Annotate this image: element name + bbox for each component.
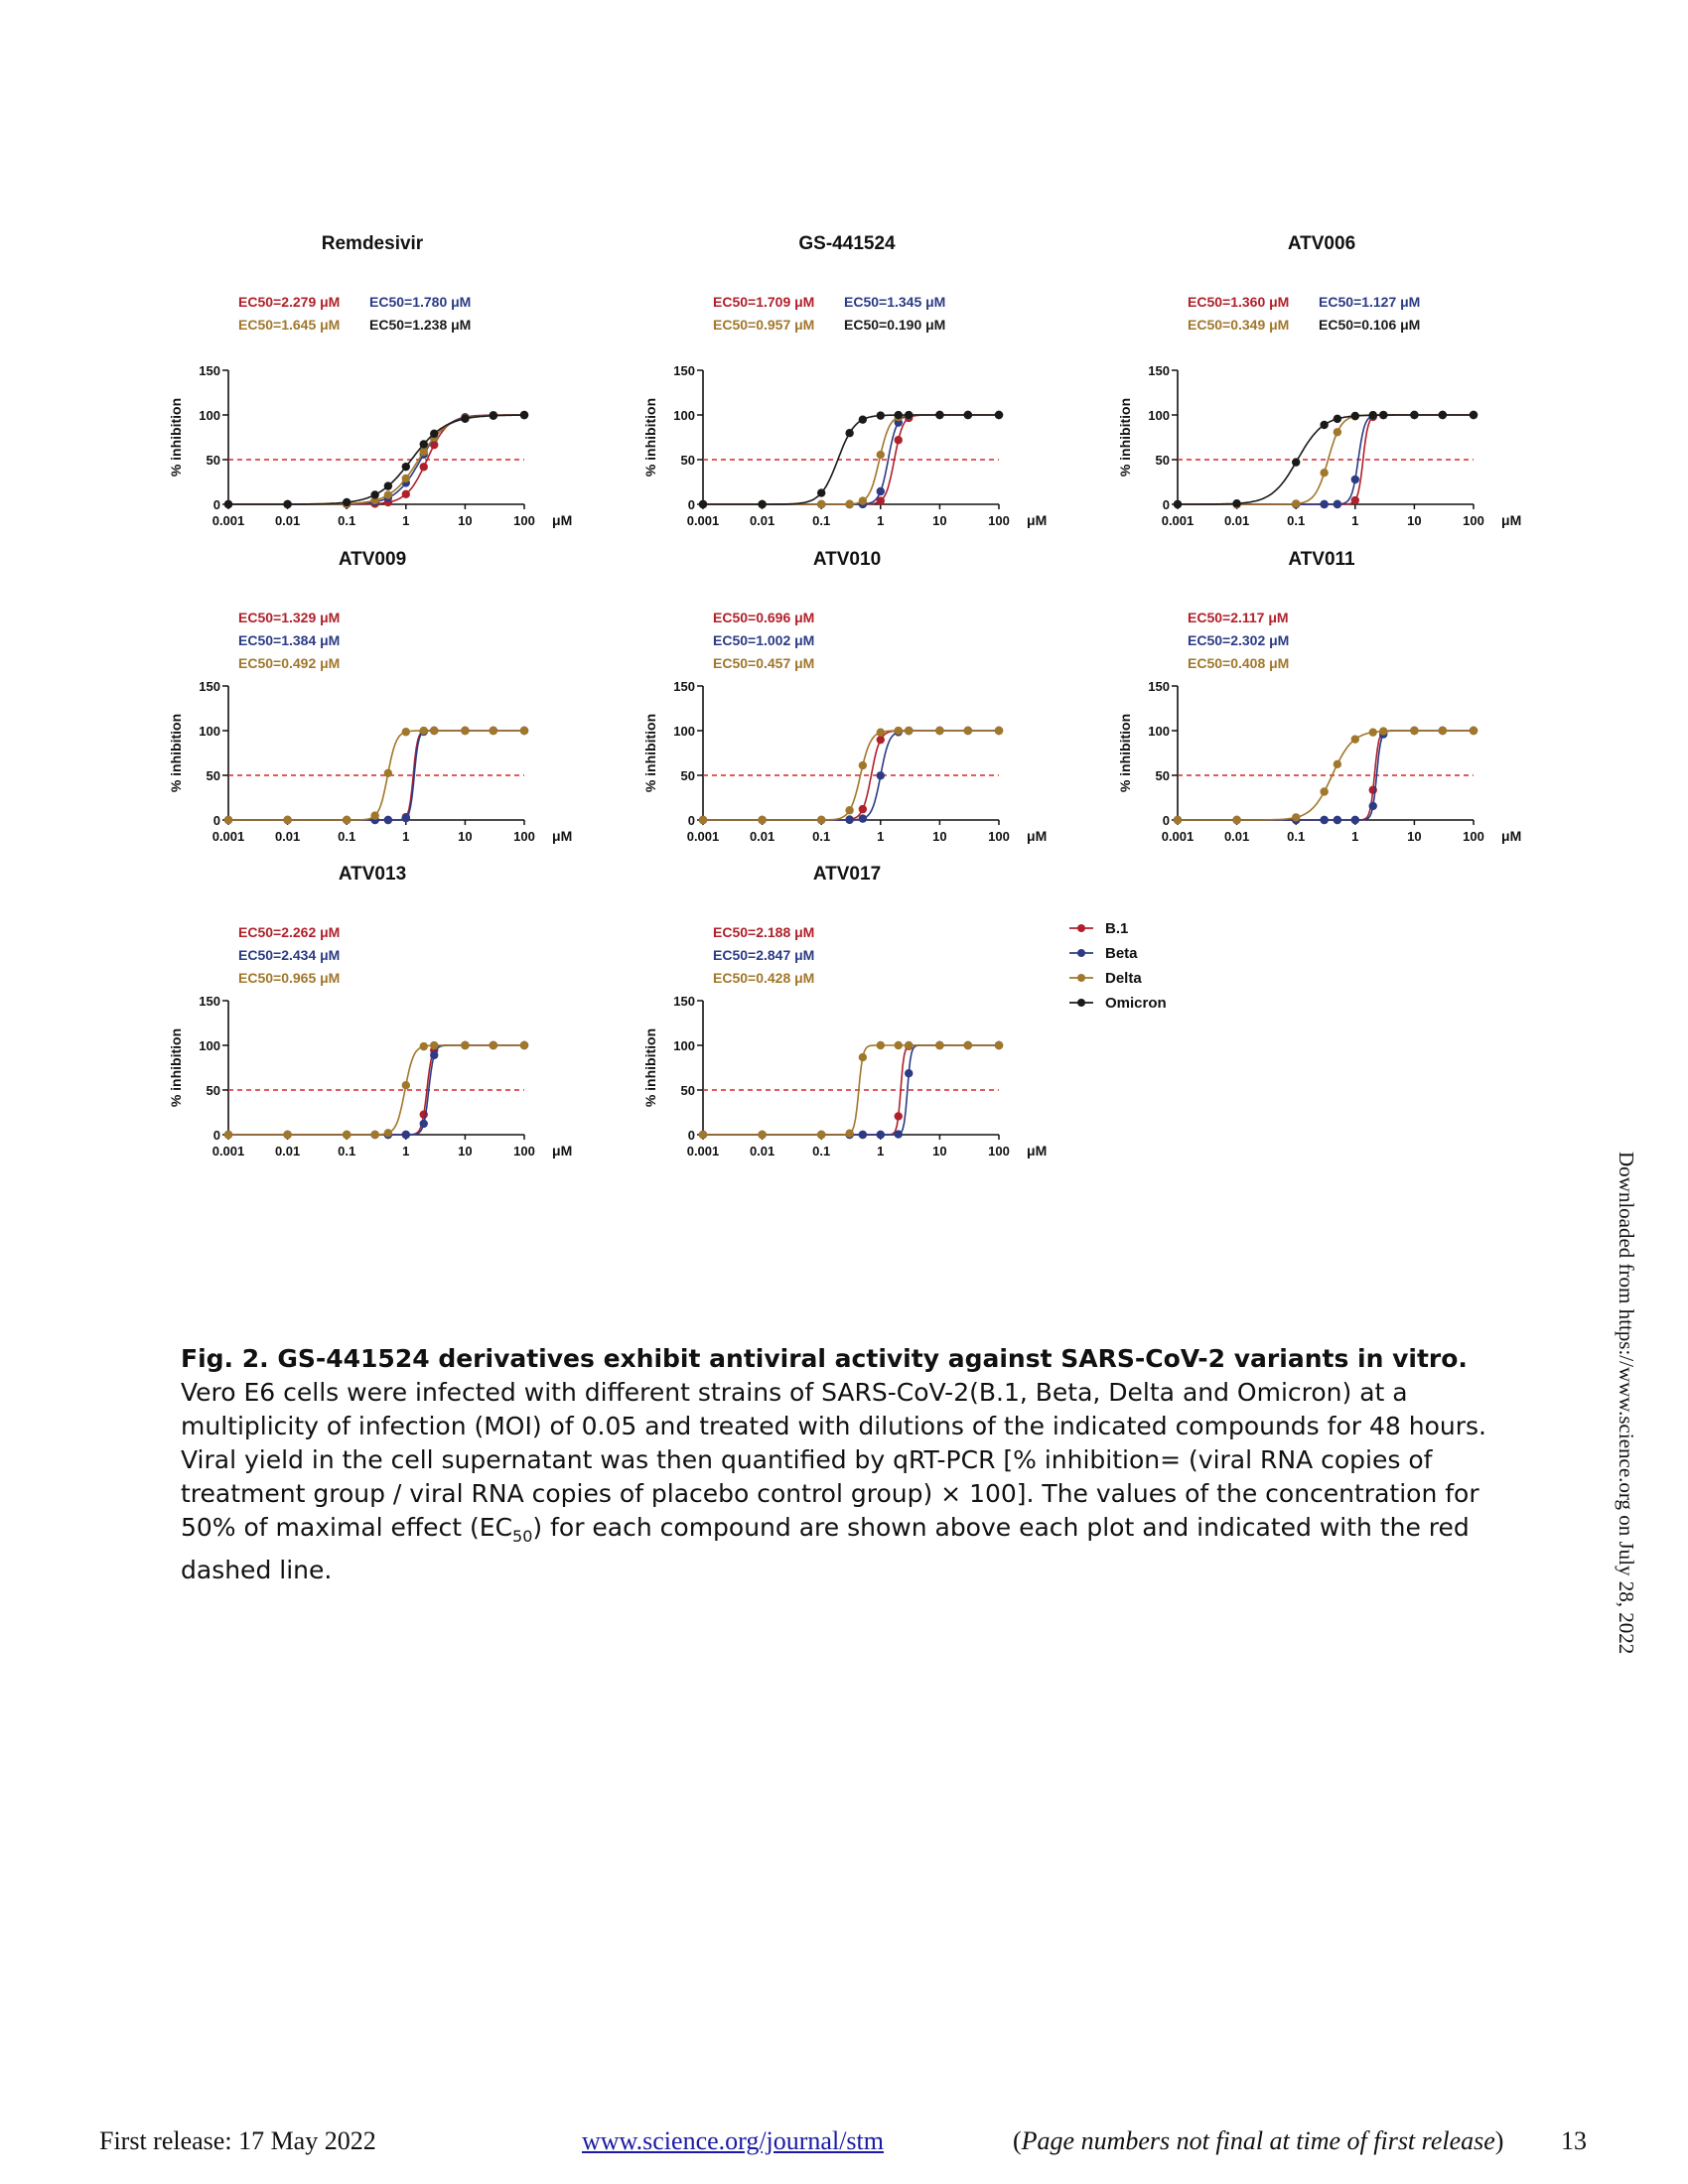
y-tick-label: 50 xyxy=(1155,453,1170,468)
y-axis-label: % inhibition xyxy=(168,1027,184,1108)
data-point xyxy=(935,727,943,735)
chart-title: ATV006 xyxy=(1287,233,1356,254)
y-tick-label: 0 xyxy=(1162,813,1170,828)
ec50-label: EC50=2.847 μM xyxy=(713,947,815,963)
ec50-label: EC50=0.957 μM xyxy=(713,317,815,333)
chart-panel xyxy=(642,549,1047,844)
x-tick-label: 1 xyxy=(877,829,885,844)
x-tick-label: 0.1 xyxy=(338,829,356,844)
data-point xyxy=(758,1131,766,1139)
data-point xyxy=(1174,500,1182,508)
y-tick-label: 100 xyxy=(199,1038,220,1053)
data-point xyxy=(845,816,853,824)
y-tick-label: 0 xyxy=(687,813,695,828)
y-tick-label: 0 xyxy=(1162,497,1170,512)
y-tick-label: 150 xyxy=(1148,363,1170,378)
y-tick-label: 50 xyxy=(680,453,695,468)
y-tick-label: 50 xyxy=(206,453,220,468)
data-point xyxy=(859,814,867,822)
data-point xyxy=(402,490,410,498)
x-tick-label: 0.001 xyxy=(211,829,245,844)
footer-release-date: First release: 17 May 2022 xyxy=(99,2126,376,2155)
data-point xyxy=(964,1041,972,1049)
legend-label: Omicron xyxy=(1105,995,1167,1012)
data-point xyxy=(1292,813,1300,821)
x-tick-label: 1 xyxy=(877,513,885,528)
y-tick-label: 50 xyxy=(206,1083,220,1098)
data-point xyxy=(1232,499,1240,507)
x-tick-label: 10 xyxy=(458,1144,473,1159)
legend-marker xyxy=(1077,924,1085,932)
x-tick-label: 0.1 xyxy=(812,829,831,844)
data-point xyxy=(343,816,351,824)
x-unit-label: μM xyxy=(1027,1143,1048,1159)
data-point xyxy=(430,430,438,438)
data-point xyxy=(877,451,885,459)
x-tick-label: 100 xyxy=(1463,829,1484,844)
x-tick-label: 0.001 xyxy=(686,1144,720,1159)
y-axis-label: % inhibition xyxy=(168,713,184,793)
data-point xyxy=(1292,499,1300,507)
data-point xyxy=(995,411,1003,419)
x-tick-label: 100 xyxy=(988,829,1010,844)
y-axis-label: % inhibition xyxy=(1117,713,1133,793)
ec50-label: EC50=2.302 μM xyxy=(1188,632,1290,648)
ec50-label: EC50=1.238 μM xyxy=(369,317,472,333)
data-point xyxy=(758,500,766,508)
data-point xyxy=(859,1131,867,1139)
chart-panel xyxy=(1117,233,1521,528)
ec50-label: EC50=2.117 μM xyxy=(1188,610,1289,625)
x-tick-label: 0.1 xyxy=(338,513,356,528)
x-unit-label: μM xyxy=(1027,512,1048,528)
legend-label: B.1 xyxy=(1105,920,1129,937)
chart-title: ATV013 xyxy=(338,864,407,885)
x-tick-label: 100 xyxy=(513,829,535,844)
data-point xyxy=(283,1131,291,1139)
chart-panel xyxy=(168,549,572,844)
y-tick-label: 100 xyxy=(199,724,220,739)
figure-caption xyxy=(181,1342,1511,1587)
y-tick-label: 50 xyxy=(680,768,695,783)
y-tick-label: 150 xyxy=(199,679,220,694)
chart-title: ATV010 xyxy=(812,549,882,570)
data-point xyxy=(1410,727,1418,735)
x-tick-label: 10 xyxy=(458,513,473,528)
data-point xyxy=(384,490,392,498)
data-point xyxy=(461,1041,469,1049)
data-point xyxy=(1174,816,1182,824)
data-point xyxy=(905,1069,913,1077)
data-point xyxy=(420,727,428,735)
data-point xyxy=(402,475,410,482)
x-tick-label: 1 xyxy=(402,829,410,844)
x-tick-label: 1 xyxy=(1351,829,1359,844)
chart-title: ATV017 xyxy=(812,864,882,885)
ec50-label: EC50=1.329 μM xyxy=(238,610,341,625)
data-point xyxy=(845,429,853,437)
footer-page-note xyxy=(1013,2126,1503,2156)
data-point xyxy=(1439,411,1447,419)
ec50-label: EC50=1.002 μM xyxy=(713,632,815,648)
y-tick-label: 150 xyxy=(1148,679,1170,694)
data-point xyxy=(895,1041,903,1049)
data-point xyxy=(995,1041,1003,1049)
data-point xyxy=(1320,421,1328,429)
x-unit-label: μM xyxy=(1027,828,1048,844)
data-point xyxy=(384,816,392,824)
chart-title: GS-441524 xyxy=(798,233,896,254)
footer-journal-link[interactable]: www.science.org/journal/stm xyxy=(582,2126,884,2155)
data-point xyxy=(430,1051,438,1059)
ec50-label: EC50=1.709 μM xyxy=(713,294,815,310)
x-unit-label: μM xyxy=(552,828,573,844)
x-tick-label: 10 xyxy=(932,1144,947,1159)
y-axis-label: % inhibition xyxy=(642,397,658,478)
data-point xyxy=(1379,411,1387,419)
data-point xyxy=(1334,428,1341,436)
chart-panel xyxy=(642,864,1047,1159)
data-point xyxy=(895,1130,903,1138)
data-point xyxy=(877,736,885,744)
data-point xyxy=(490,727,497,735)
chart-title: Remdesivir xyxy=(321,233,424,254)
data-point xyxy=(430,1041,438,1049)
x-tick-label: 100 xyxy=(1463,513,1484,528)
y-tick-label: 0 xyxy=(212,813,220,828)
data-point xyxy=(877,487,885,495)
data-point xyxy=(1351,496,1359,504)
x-tick-label: 0.1 xyxy=(1287,513,1306,528)
x-tick-label: 1 xyxy=(1351,513,1359,528)
x-tick-label: 10 xyxy=(932,513,947,528)
ec50-label: EC50=1.345 μM xyxy=(844,294,946,310)
data-point xyxy=(384,769,392,777)
download-notice: Downloaded from https://www.science.org on July 28, 2022 xyxy=(1615,1152,1638,1655)
y-tick-label: 150 xyxy=(199,994,220,1009)
chart-panel xyxy=(168,233,572,528)
y-axis-label: % inhibition xyxy=(642,713,658,793)
y-tick-label: 0 xyxy=(687,1128,695,1143)
data-point xyxy=(964,411,972,419)
x-tick-label: 0.001 xyxy=(211,513,245,528)
y-axis-label: % inhibition xyxy=(168,397,184,478)
data-point xyxy=(420,463,428,471)
footer-paren-open: ( xyxy=(1013,2126,1022,2155)
data-point xyxy=(905,727,913,735)
data-point xyxy=(420,1042,428,1050)
legend-marker xyxy=(1077,999,1085,1007)
caption-body: Vero E6 cells were infected with different strains of SARS-CoV-2(B.1, Beta, Delta and Omicron) at a multiplicity of infection (MOI) of 0.05 and treated with dilutions of the indicated compounds for 48 hours. Viral yield in the cell supernatant was then quantified by qRT-PCR [% inhibition= (viral RNA copies of treatment group / viral RNA copies of placebo control group) × 100]. The values of the concentration for 50% of maximal effect (EC xyxy=(181,1378,1486,1542)
x-tick-label: 0.001 xyxy=(686,513,720,528)
data-point xyxy=(520,411,528,419)
data-point xyxy=(935,411,943,419)
y-tick-label: 150 xyxy=(199,363,220,378)
data-point xyxy=(845,500,853,508)
x-unit-label: μM xyxy=(1501,512,1522,528)
ec50-label: EC50=1.645 μM xyxy=(238,317,341,333)
x-tick-label: 0.001 xyxy=(211,1144,245,1159)
ec50-label: EC50=0.190 μM xyxy=(844,317,946,333)
x-tick-label: 10 xyxy=(458,829,473,844)
data-point xyxy=(859,415,867,423)
data-point xyxy=(877,729,885,737)
ec50-label: EC50=1.384 μM xyxy=(238,632,341,648)
x-tick-label: 0.001 xyxy=(686,829,720,844)
data-point xyxy=(1369,802,1377,810)
y-tick-label: 150 xyxy=(673,363,695,378)
y-tick-label: 50 xyxy=(206,768,220,783)
y-tick-label: 100 xyxy=(1148,724,1170,739)
x-tick-label: 0.1 xyxy=(812,1144,831,1159)
data-point xyxy=(402,1131,410,1139)
chart-panel xyxy=(642,233,1047,528)
data-point xyxy=(877,771,885,779)
data-point xyxy=(895,436,903,444)
ec50-label: EC50=0.457 μM xyxy=(713,655,815,671)
x-tick-label: 100 xyxy=(988,513,1010,528)
data-point xyxy=(1351,476,1359,483)
x-tick-label: 0.01 xyxy=(274,829,301,844)
ec50-label: EC50=1.360 μM xyxy=(1188,294,1290,310)
ec50-label: EC50=0.349 μM xyxy=(1188,317,1290,333)
y-tick-label: 0 xyxy=(212,1128,220,1143)
data-point xyxy=(935,1041,943,1049)
x-tick-label: 1 xyxy=(877,1144,885,1159)
data-point xyxy=(699,816,707,824)
legend-label: Delta xyxy=(1105,970,1142,987)
y-tick-label: 0 xyxy=(687,497,695,512)
x-unit-label: μM xyxy=(1501,828,1522,844)
data-point xyxy=(343,1131,351,1139)
x-tick-label: 0.01 xyxy=(1223,513,1250,528)
data-point xyxy=(845,1130,853,1138)
x-tick-label: 0.01 xyxy=(749,1144,775,1159)
ec50-label: EC50=2.188 μM xyxy=(713,924,815,940)
data-point xyxy=(343,498,351,506)
data-point xyxy=(1334,415,1341,423)
data-point xyxy=(905,1041,913,1049)
x-unit-label: μM xyxy=(552,512,573,528)
data-point xyxy=(1369,411,1377,419)
legend-marker xyxy=(1077,974,1085,982)
data-point xyxy=(877,1041,885,1049)
data-point xyxy=(402,814,410,822)
legend xyxy=(1069,920,1167,1012)
data-point xyxy=(224,500,232,508)
data-point xyxy=(995,727,1003,735)
y-axis-label: % inhibition xyxy=(642,1027,658,1108)
footer-page-note-text: Page numbers not final at time of first release xyxy=(1021,2126,1495,2155)
footer-paren-close: ) xyxy=(1494,2126,1504,2155)
data-point xyxy=(1351,735,1359,743)
legend-marker xyxy=(1077,949,1085,957)
data-point xyxy=(1334,816,1341,824)
x-tick-label: 10 xyxy=(1407,513,1422,528)
data-point xyxy=(420,1120,428,1128)
y-tick-label: 50 xyxy=(1155,768,1170,783)
data-point xyxy=(1410,411,1418,419)
y-tick-label: 100 xyxy=(673,1038,695,1053)
x-tick-label: 0.01 xyxy=(1223,829,1250,844)
data-point xyxy=(895,727,903,735)
y-tick-label: 150 xyxy=(673,679,695,694)
data-point xyxy=(964,727,972,735)
data-point xyxy=(384,1129,392,1137)
x-tick-label: 0.01 xyxy=(749,829,775,844)
data-point xyxy=(224,1131,232,1139)
data-point xyxy=(1351,412,1359,420)
data-point xyxy=(490,412,497,420)
data-point xyxy=(895,1112,903,1120)
x-tick-label: 0.001 xyxy=(1161,513,1195,528)
data-point xyxy=(461,415,469,423)
data-point xyxy=(420,440,428,448)
legend-label: Beta xyxy=(1105,945,1138,962)
data-point xyxy=(1334,500,1341,508)
data-point xyxy=(817,1131,825,1139)
data-point xyxy=(1334,760,1341,768)
chart-panel xyxy=(168,864,572,1159)
x-tick-label: 1 xyxy=(402,513,410,528)
data-point xyxy=(1320,816,1328,824)
y-tick-label: 100 xyxy=(673,724,695,739)
x-tick-label: 100 xyxy=(988,1144,1010,1159)
data-point xyxy=(370,1131,378,1139)
data-point xyxy=(283,500,291,508)
x-tick-label: 0.1 xyxy=(812,513,831,528)
data-point xyxy=(461,727,469,735)
ec50-label: EC50=0.492 μM xyxy=(238,655,341,671)
chart-title: ATV009 xyxy=(338,549,407,570)
data-point xyxy=(402,463,410,471)
data-point xyxy=(699,1131,707,1139)
data-point xyxy=(1351,816,1359,824)
data-point xyxy=(877,411,885,419)
data-point xyxy=(1320,469,1328,477)
x-tick-label: 10 xyxy=(1407,829,1422,844)
data-point xyxy=(402,728,410,736)
y-axis-label: % inhibition xyxy=(1117,397,1133,478)
chart-title: ATV011 xyxy=(1288,549,1355,570)
data-point xyxy=(430,727,438,735)
data-point xyxy=(520,727,528,735)
ec50-label: EC50=0.106 μM xyxy=(1319,317,1421,333)
ec50-label: EC50=2.434 μM xyxy=(238,947,341,963)
data-point xyxy=(1232,816,1240,824)
y-tick-label: 100 xyxy=(199,408,220,423)
data-point xyxy=(520,1041,528,1049)
ec50-label: EC50=0.965 μM xyxy=(238,970,341,986)
data-point xyxy=(1320,787,1328,795)
x-tick-label: 0.1 xyxy=(1287,829,1306,844)
data-point xyxy=(1439,727,1447,735)
data-point xyxy=(859,761,867,769)
data-point xyxy=(817,488,825,496)
data-point xyxy=(1379,727,1387,735)
data-point xyxy=(402,1081,410,1089)
data-point xyxy=(1320,500,1328,508)
y-tick-label: 100 xyxy=(673,408,695,423)
caption-subscript: 50 xyxy=(512,1527,533,1546)
data-point xyxy=(845,806,853,814)
data-point xyxy=(859,1053,867,1061)
ec50-label: EC50=0.408 μM xyxy=(1188,655,1290,671)
data-point xyxy=(877,1131,885,1139)
data-point xyxy=(905,411,913,419)
data-point xyxy=(1369,728,1377,736)
y-tick-label: 100 xyxy=(1148,408,1170,423)
data-point xyxy=(859,805,867,813)
data-point xyxy=(817,816,825,824)
x-tick-label: 0.001 xyxy=(1161,829,1195,844)
y-tick-label: 150 xyxy=(673,994,695,1009)
ec50-label: EC50=0.428 μM xyxy=(713,970,815,986)
x-tick-label: 0.1 xyxy=(338,1144,356,1159)
data-point xyxy=(490,1041,497,1049)
x-tick-label: 0.01 xyxy=(274,513,301,528)
x-unit-label: μM xyxy=(552,1143,573,1159)
ec50-label: EC50=1.127 μM xyxy=(1319,294,1421,310)
data-point xyxy=(224,816,232,824)
x-tick-label: 1 xyxy=(402,1144,410,1159)
x-tick-label: 100 xyxy=(513,513,535,528)
data-point xyxy=(699,500,707,508)
caption-title: Fig. 2. GS-441524 derivatives exhibit antiviral activity against SARS-CoV-2 variants in vitro. xyxy=(181,1344,1468,1373)
ec50-label: EC50=2.279 μM xyxy=(238,294,341,310)
data-point xyxy=(370,490,378,498)
y-tick-label: 50 xyxy=(680,1083,695,1098)
data-point xyxy=(283,816,291,824)
data-point xyxy=(758,816,766,824)
data-point xyxy=(1470,411,1477,419)
caption-body-end: ) for each compound are shown above each plot and indicated with the red dashed line. xyxy=(181,1513,1470,1584)
footer-page-number: 13 xyxy=(1561,2126,1587,2155)
y-tick-label: 0 xyxy=(212,497,220,512)
data-point xyxy=(817,500,825,508)
x-tick-label: 10 xyxy=(932,829,947,844)
ec50-label: EC50=2.262 μM xyxy=(238,924,341,940)
x-tick-label: 0.01 xyxy=(749,513,775,528)
ec50-label: EC50=1.780 μM xyxy=(369,294,472,310)
data-point xyxy=(1470,727,1477,735)
chart-panel xyxy=(1117,549,1521,844)
data-point xyxy=(370,811,378,819)
data-point xyxy=(1292,458,1300,466)
data-point xyxy=(859,496,867,504)
data-point xyxy=(895,411,903,419)
ec50-label: EC50=0.696 μM xyxy=(713,610,815,625)
data-point xyxy=(384,481,392,489)
x-tick-label: 0.01 xyxy=(274,1144,301,1159)
x-tick-label: 100 xyxy=(513,1144,535,1159)
